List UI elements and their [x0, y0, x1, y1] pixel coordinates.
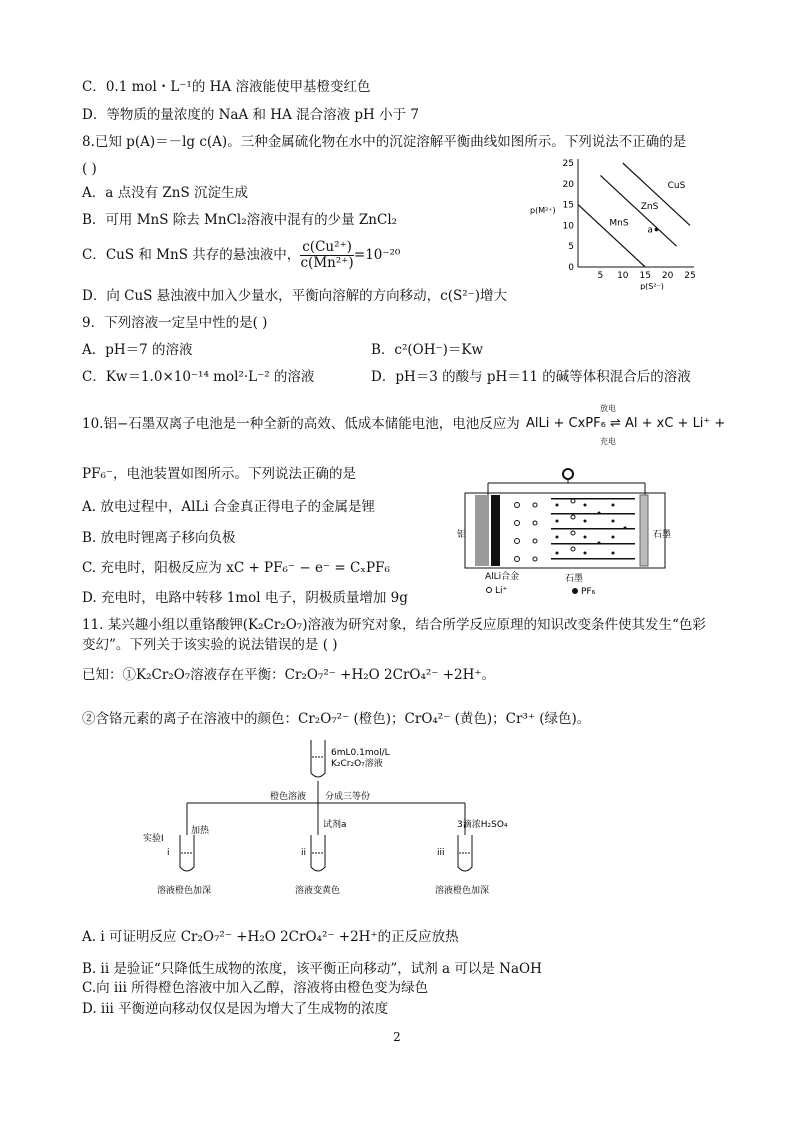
fig-label-right: 石墨: [653, 530, 672, 540]
fig-orange-label: 橙色溶液: [270, 792, 307, 802]
source-test-tube: [311, 740, 325, 777]
fig-label-al: 铝: [457, 530, 467, 540]
q7-option-d: D．等物质的量浓度的 NaA 和 HA 混合溶液 pH 小于 7: [82, 107, 419, 123]
graphite-lattice: [551, 498, 635, 560]
series-label-mns: MnS: [609, 218, 629, 229]
q10-option-a: A. 放电过程中，AlLi 合金真正得电子的金属是锂: [82, 499, 375, 515]
x-tick-label: 10: [617, 271, 629, 281]
x-tick-label: 15: [639, 271, 651, 281]
series-label-cus: CuS: [667, 180, 686, 191]
x-axis-label: p(S²⁻): [640, 282, 664, 290]
chart-series: [578, 163, 690, 267]
q9-option-a: A．pH＝7 的溶液: [82, 342, 193, 358]
q8-option-a: A．a 点没有 ZnS 沉淀生成: [82, 185, 248, 201]
q10-option-b: B. 放电时锂离子移向负极: [82, 530, 236, 546]
q10-stem: 10.铝−石墨双离子电池是一种全新的高效、低成本储能电池，电池反应为: [82, 416, 520, 432]
y-tick-label: 15: [562, 200, 574, 211]
q9-stem: 9．下列溶液一定呈中性的是( ): [82, 315, 268, 331]
x-tick-label: 20: [661, 271, 674, 281]
tube-label-ii: ii: [301, 848, 307, 858]
q10-eq-charge: 充电: [600, 437, 616, 446]
page-number: 2: [393, 1030, 401, 1044]
q10-eq-discharge: 放电: [600, 404, 616, 413]
q11-stem: 11. 某兴趣小组以重铬酸钾(K₂Cr₂O₇)溶液为研究对象，结合所学反应原理的知识改变条件使其发生“色彩: [82, 617, 706, 633]
pf6-legend-icon: [572, 588, 578, 594]
solubility-chart: [528, 155, 708, 290]
q11-option-b: B. ii 是验证“只降低生成物的浓度，该平衡正向移动”，试剂 a 可以是 NaOH: [82, 961, 542, 977]
point-label-a: a: [647, 225, 653, 236]
q8-option-b: B．可用 MnS 除去 MnCl₂溶液中混有的少量 ZnCl₂: [82, 212, 398, 228]
tube-label-i: i: [167, 848, 170, 858]
tube-label-iii: iii: [437, 848, 445, 858]
y-tick-label: 0: [568, 263, 574, 273]
y-tick-label: 10: [562, 221, 574, 232]
series-line-cus: [623, 163, 690, 225]
q11-known-2: ②含铬元素的离子在溶液中的颜色：Cr₂O₇²⁻ (橙色)；CrO₄²⁻ (黄色)；Cr³⁺ (绿色)。: [82, 711, 591, 727]
li-legend-icon: [487, 588, 492, 593]
fig-exp-label: 实验I: [143, 834, 164, 844]
fig-top-label-2: K₂Cr₂O₇溶液: [331, 759, 383, 769]
fig-heat-label: 加热: [191, 826, 210, 836]
q8-option-c-value: =10⁻²⁰: [353, 247, 401, 263]
point-a: [655, 228, 659, 232]
aluminum-electrode: [475, 495, 489, 566]
y-axis-label: p(M²⁺): [530, 205, 556, 215]
fig-acid-label: 3滴浓H₂SO₄: [457, 820, 508, 830]
q8-option-d: D．向 CuS 悬浊液中加入少量水，平衡向溶解的方向移动，c(S²⁻)增大: [82, 288, 508, 304]
fig-label-graphite: 石墨: [565, 574, 584, 584]
bulb-icon: [563, 469, 573, 479]
q11-known-1: 已知：①K₂Cr₂O₇溶液存在平衡：Cr₂O₇²⁻ +H₂O 2CrO₄²⁻ +2H⁺。: [82, 667, 496, 683]
fig-reagent-label: 试剂a: [323, 820, 347, 830]
experiment-diagram: [135, 735, 535, 900]
q11-option-d: D. iii 平衡逆向移动仅仅是因为增大了生成物的浓度: [82, 1001, 389, 1017]
q8-fraction: [300, 240, 354, 271]
y-tick-label: 25: [562, 159, 574, 169]
q11-option-a: A. i 可证明反应 Cr₂O₇²⁻ +H₂O 2CrO₄²⁻ +2H⁺的正反应放热: [82, 929, 459, 945]
result-iii: 溶液橙色加深: [435, 886, 490, 896]
fraction-numerator: c(Cu²⁺): [302, 239, 352, 255]
fig-label-li: Li⁺: [495, 586, 508, 596]
q10-option-c: C. 充电时，阳极反应为 xC + PF₆⁻ − e⁻ = CₓPF₆: [82, 560, 390, 576]
fig-split-label: 分成三等份: [325, 792, 371, 802]
q8-option-c: [82, 240, 400, 271]
series-line-mns: [578, 205, 645, 267]
q8-paren: ( ): [82, 161, 97, 177]
q9-option-b: B．c²(OH⁻)＝Kw: [371, 342, 484, 358]
graphite-electrode: [640, 495, 648, 566]
fig-label-alli: AlLi合金: [485, 572, 520, 582]
q7-option-c: C．0.1 mol・L⁻¹的 HA 溶液能使甲基橙变红色: [82, 79, 371, 95]
q10-equation: AlLi + CxPF₆ ⇌ Al + xC + Li⁺ +: [526, 416, 726, 431]
q10-stem-cont: PF₆⁻，电池装置如图所示。下列说法正确的是: [82, 466, 356, 482]
q11-stem-cont: 变幻”。下列关于该实验的说法错误的是 ( ): [82, 637, 338, 653]
result-i: 溶液橙色加深: [157, 886, 212, 896]
q8-option-c-text: C．CuS 和 MnS 共存的悬浊液中，: [82, 247, 301, 263]
series-label-zns: ZnS: [640, 201, 659, 212]
y-tick-label: 5: [568, 242, 574, 253]
x-tick-label: 5: [597, 271, 604, 281]
q9-option-d: D．pH＝3 的酸与 pH＝11 的碱等体积混合后的溶液: [371, 369, 691, 385]
fig-top-label-1: 6mL0.1mol/L: [331, 748, 390, 758]
q8-stem: 8.已知 p(A)＝－lg c(A)。三种金属硫化物在水中的沉淀溶解平衡曲线如图所示。下列说法不正确的是: [82, 134, 687, 150]
ion-particles: [515, 499, 576, 562]
fig-label-pf6: PF₆: [581, 587, 596, 597]
y-tick-label: 20: [562, 179, 574, 190]
alli-alloy-layer: [491, 495, 500, 566]
battery-diagram: [455, 465, 680, 610]
q9-option-c: C．Kw＝1.0×10⁻¹⁴ mol²·L⁻² 的溶液: [82, 369, 315, 385]
x-tick-label: 25: [684, 271, 696, 281]
result-ii: 溶液变黄色: [295, 886, 341, 896]
test-tubes: [180, 835, 472, 871]
q10-option-d: D. 充电时，电路中转移 1mol 电子，阴极质量增加 9g: [82, 590, 408, 606]
fraction-denominator: c(Mn²⁺): [300, 255, 354, 271]
q11-option-c: C.向 iii 所得橙色溶液中加入乙醇，溶液将由橙色变为绿色: [82, 980, 429, 996]
